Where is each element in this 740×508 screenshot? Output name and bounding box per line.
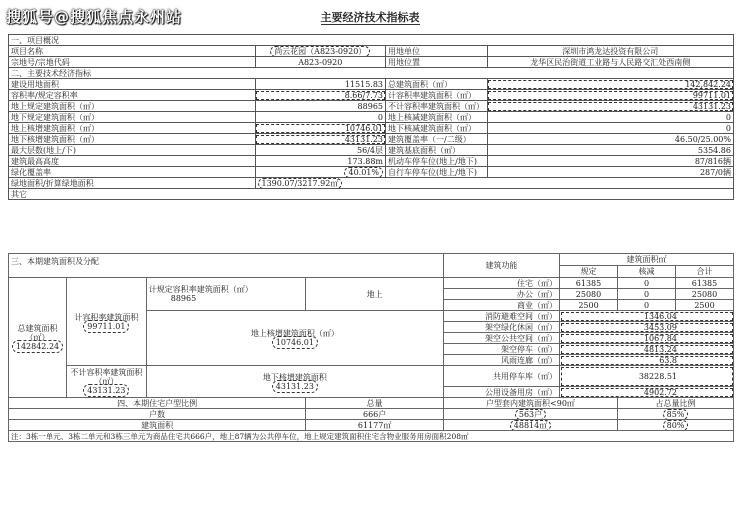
indicator-label: 地上核增建筑面积（㎡）: [9, 123, 256, 134]
indicator-value: 142,842.24: [487, 79, 734, 90]
fa-area-value: 99711.01: [83, 320, 129, 333]
watermark: 搜狐号@搜狐焦点永州站: [6, 8, 183, 26]
parking-value: 38228.51: [560, 366, 734, 387]
area-type: 48814㎡: [510, 420, 551, 431]
indicator-value: 87/816辆: [487, 156, 734, 167]
cell: 61385: [560, 278, 618, 289]
indicator-value: 10746.01: [255, 123, 386, 134]
indicator-value: 43131.23: [487, 101, 734, 112]
section-4-title: 四、本期住宅户型比例: [9, 398, 306, 409]
indicator-value: 11515.83: [255, 79, 386, 90]
unit-type: 563户: [515, 409, 546, 420]
unit-ratio: 85%: [663, 409, 689, 420]
location-label: 用地位置: [386, 57, 488, 68]
equip-value: 4902.72: [560, 387, 734, 398]
indicator-value: 40.01%: [344, 167, 383, 178]
indicator-label: 建筑覆盖率（一/二级）: [386, 134, 488, 145]
indicator-table-top: [8, 34, 734, 200]
indicator-value: 56/4层: [255, 145, 386, 156]
area-header: 建筑面积㎡: [560, 254, 734, 266]
indicator-value: 5354.86: [487, 145, 734, 156]
project-name: 尚云花园（A823-0920）: [270, 46, 370, 57]
total-area-label: 总建筑面积 （㎡）: [17, 324, 58, 342]
function-header: 建筑功能: [444, 254, 560, 278]
rule-area-value: 88965: [170, 294, 197, 303]
section-3-title: 三、本期建筑面积及分配: [9, 254, 444, 278]
unit-total: 666户: [306, 409, 444, 420]
parking-label: 共用停车库（㎡）: [444, 366, 560, 387]
indicator-label: 绿化覆盖率: [9, 167, 256, 178]
cell: 1346.04: [560, 311, 734, 322]
indicator-value: 8.66/7.73: [255, 90, 386, 101]
function-label: 架空公共空间（㎡）: [444, 333, 560, 344]
cell: 3453.09: [560, 322, 734, 333]
col-header: 核减: [618, 266, 676, 278]
ratio-header: 占总量比例: [618, 398, 734, 409]
indicator-value: 46.50/25.00%: [487, 134, 734, 145]
parcel-label: 宗地号/宗地代码: [9, 57, 256, 68]
land-unit-label: 用地单位: [386, 46, 488, 57]
cell: 4813.24: [560, 344, 734, 355]
cell: 0: [618, 278, 676, 289]
green-area-label: 绿地面积/折算绿地面积: [9, 178, 256, 189]
indicator-value: 0: [255, 112, 386, 123]
indicator-label: 地上核减建筑面积（㎡）: [386, 112, 488, 123]
cell: 0: [618, 289, 676, 300]
indicator-label: 总建筑面积（㎡）: [386, 79, 488, 90]
indicator-label: 不计容积率建筑面积（㎡）: [386, 101, 488, 112]
indicator-value: 287/0辆: [487, 167, 734, 178]
col-header: 规定: [560, 266, 618, 278]
area-row-label: 建筑面积: [9, 420, 306, 431]
type-header: 户型套内建筑面积<90㎡: [444, 398, 618, 409]
col-header: 合计: [676, 266, 734, 278]
function-label: 消防避难空间（㎡）: [444, 311, 560, 322]
nfa-area-value: 43131.23: [83, 384, 129, 397]
indicator-value: 88965: [255, 101, 386, 112]
page-title: 主要经济技术指标表: [320, 11, 420, 24]
cell: 2500: [560, 300, 618, 311]
indicator-label: 最大层数(地上/下): [9, 145, 256, 156]
area-ratio: 80%: [663, 420, 689, 431]
above-label: 地上: [306, 278, 444, 311]
under-inc-value: 43131.23: [272, 380, 318, 393]
section-1-title: 一、项目概况: [9, 35, 734, 46]
green-area-value: 1390.07/3217.92㎡: [258, 178, 343, 189]
location: 龙华区民治街道工业路与人民路交汇处西南侧: [487, 57, 734, 68]
inc-area-value: 10746.01: [272, 336, 318, 349]
area-distribution-table: [8, 253, 734, 442]
project-name-label: 项目名称: [9, 46, 256, 57]
under-inc-label: 地下核增建筑面积: [262, 372, 327, 382]
total-area-value: 142842.24: [12, 340, 63, 353]
function-label: 架空绿化休闲（㎡）: [444, 322, 560, 333]
indicator-label: 地上规定建筑面积（㎡）: [9, 101, 256, 112]
indicator-value: 173.88m: [255, 156, 386, 167]
cell: 25080: [560, 289, 618, 300]
cell: 2500: [676, 300, 734, 311]
function-label: 办公（㎡）: [444, 289, 560, 300]
equip-label: 公用设备用房（㎡）: [444, 387, 560, 398]
indicator-label: 容积率/规定容积率: [9, 90, 256, 101]
parcel-code: A823-0920: [255, 57, 386, 68]
inc-area-label: 地上核增建筑面积（㎡）: [250, 329, 339, 338]
other-row: 其它: [9, 189, 734, 200]
indicator-label: 建筑基底面积（㎡）: [386, 145, 488, 156]
unit-row-label: 户数: [9, 409, 306, 420]
function-label: 住宅（㎡）: [444, 278, 560, 289]
function-label: 商业（㎡）: [444, 300, 560, 311]
indicator-value: 0: [487, 123, 734, 134]
cell: 25080: [676, 289, 734, 300]
fa-area-label: 计容积率建筑面积: [74, 312, 139, 322]
indicator-label: 地下核减建筑面积（㎡）: [386, 123, 488, 134]
cell: 61385: [676, 278, 734, 289]
land-unit: 深圳市鸿龙达投资有限公司: [487, 46, 734, 57]
indicator-label: 地下核增建筑面积（㎡）: [9, 134, 256, 145]
rule-area-label: 计规定容积率建筑面积（㎡）: [148, 285, 253, 294]
indicator-label: 建设用地面积: [9, 79, 256, 90]
indicator-label: 地下规定建筑面积（㎡）: [9, 112, 256, 123]
section-2-title: 二、主要技术经济指标: [9, 68, 734, 79]
nfa-area-label: 不计容积率建筑面积（㎡）: [70, 368, 143, 386]
indicator-value: 0: [487, 112, 734, 123]
indicator-label: 建筑最高高度: [9, 156, 256, 167]
indicator-label: 自行车停车位(地上/地下): [386, 167, 488, 178]
cell: 63.8: [560, 355, 734, 366]
total-header: 总量: [306, 398, 444, 409]
indicator-label: 计容积率建筑面积（㎡）: [386, 90, 488, 101]
area-total: 61177㎡: [306, 420, 444, 431]
cell: 1067.84: [560, 333, 734, 344]
indicator-label: 机动车停车位(地上/地下): [386, 156, 488, 167]
function-label: 风雨连廊（㎡）: [444, 355, 560, 366]
cell: 0: [618, 300, 676, 311]
indicator-value: 43131.23: [255, 134, 386, 145]
note: 注：3栋一单元、3栋二单元和3栋三单元为商品住宅共666户，地上87辆为公共停车位，地上规定建筑面积住宅含物业服务用房面积208㎡: [9, 431, 734, 442]
function-label: 架空停车（㎡）: [444, 344, 560, 355]
indicator-value: 99711.01: [487, 90, 734, 101]
